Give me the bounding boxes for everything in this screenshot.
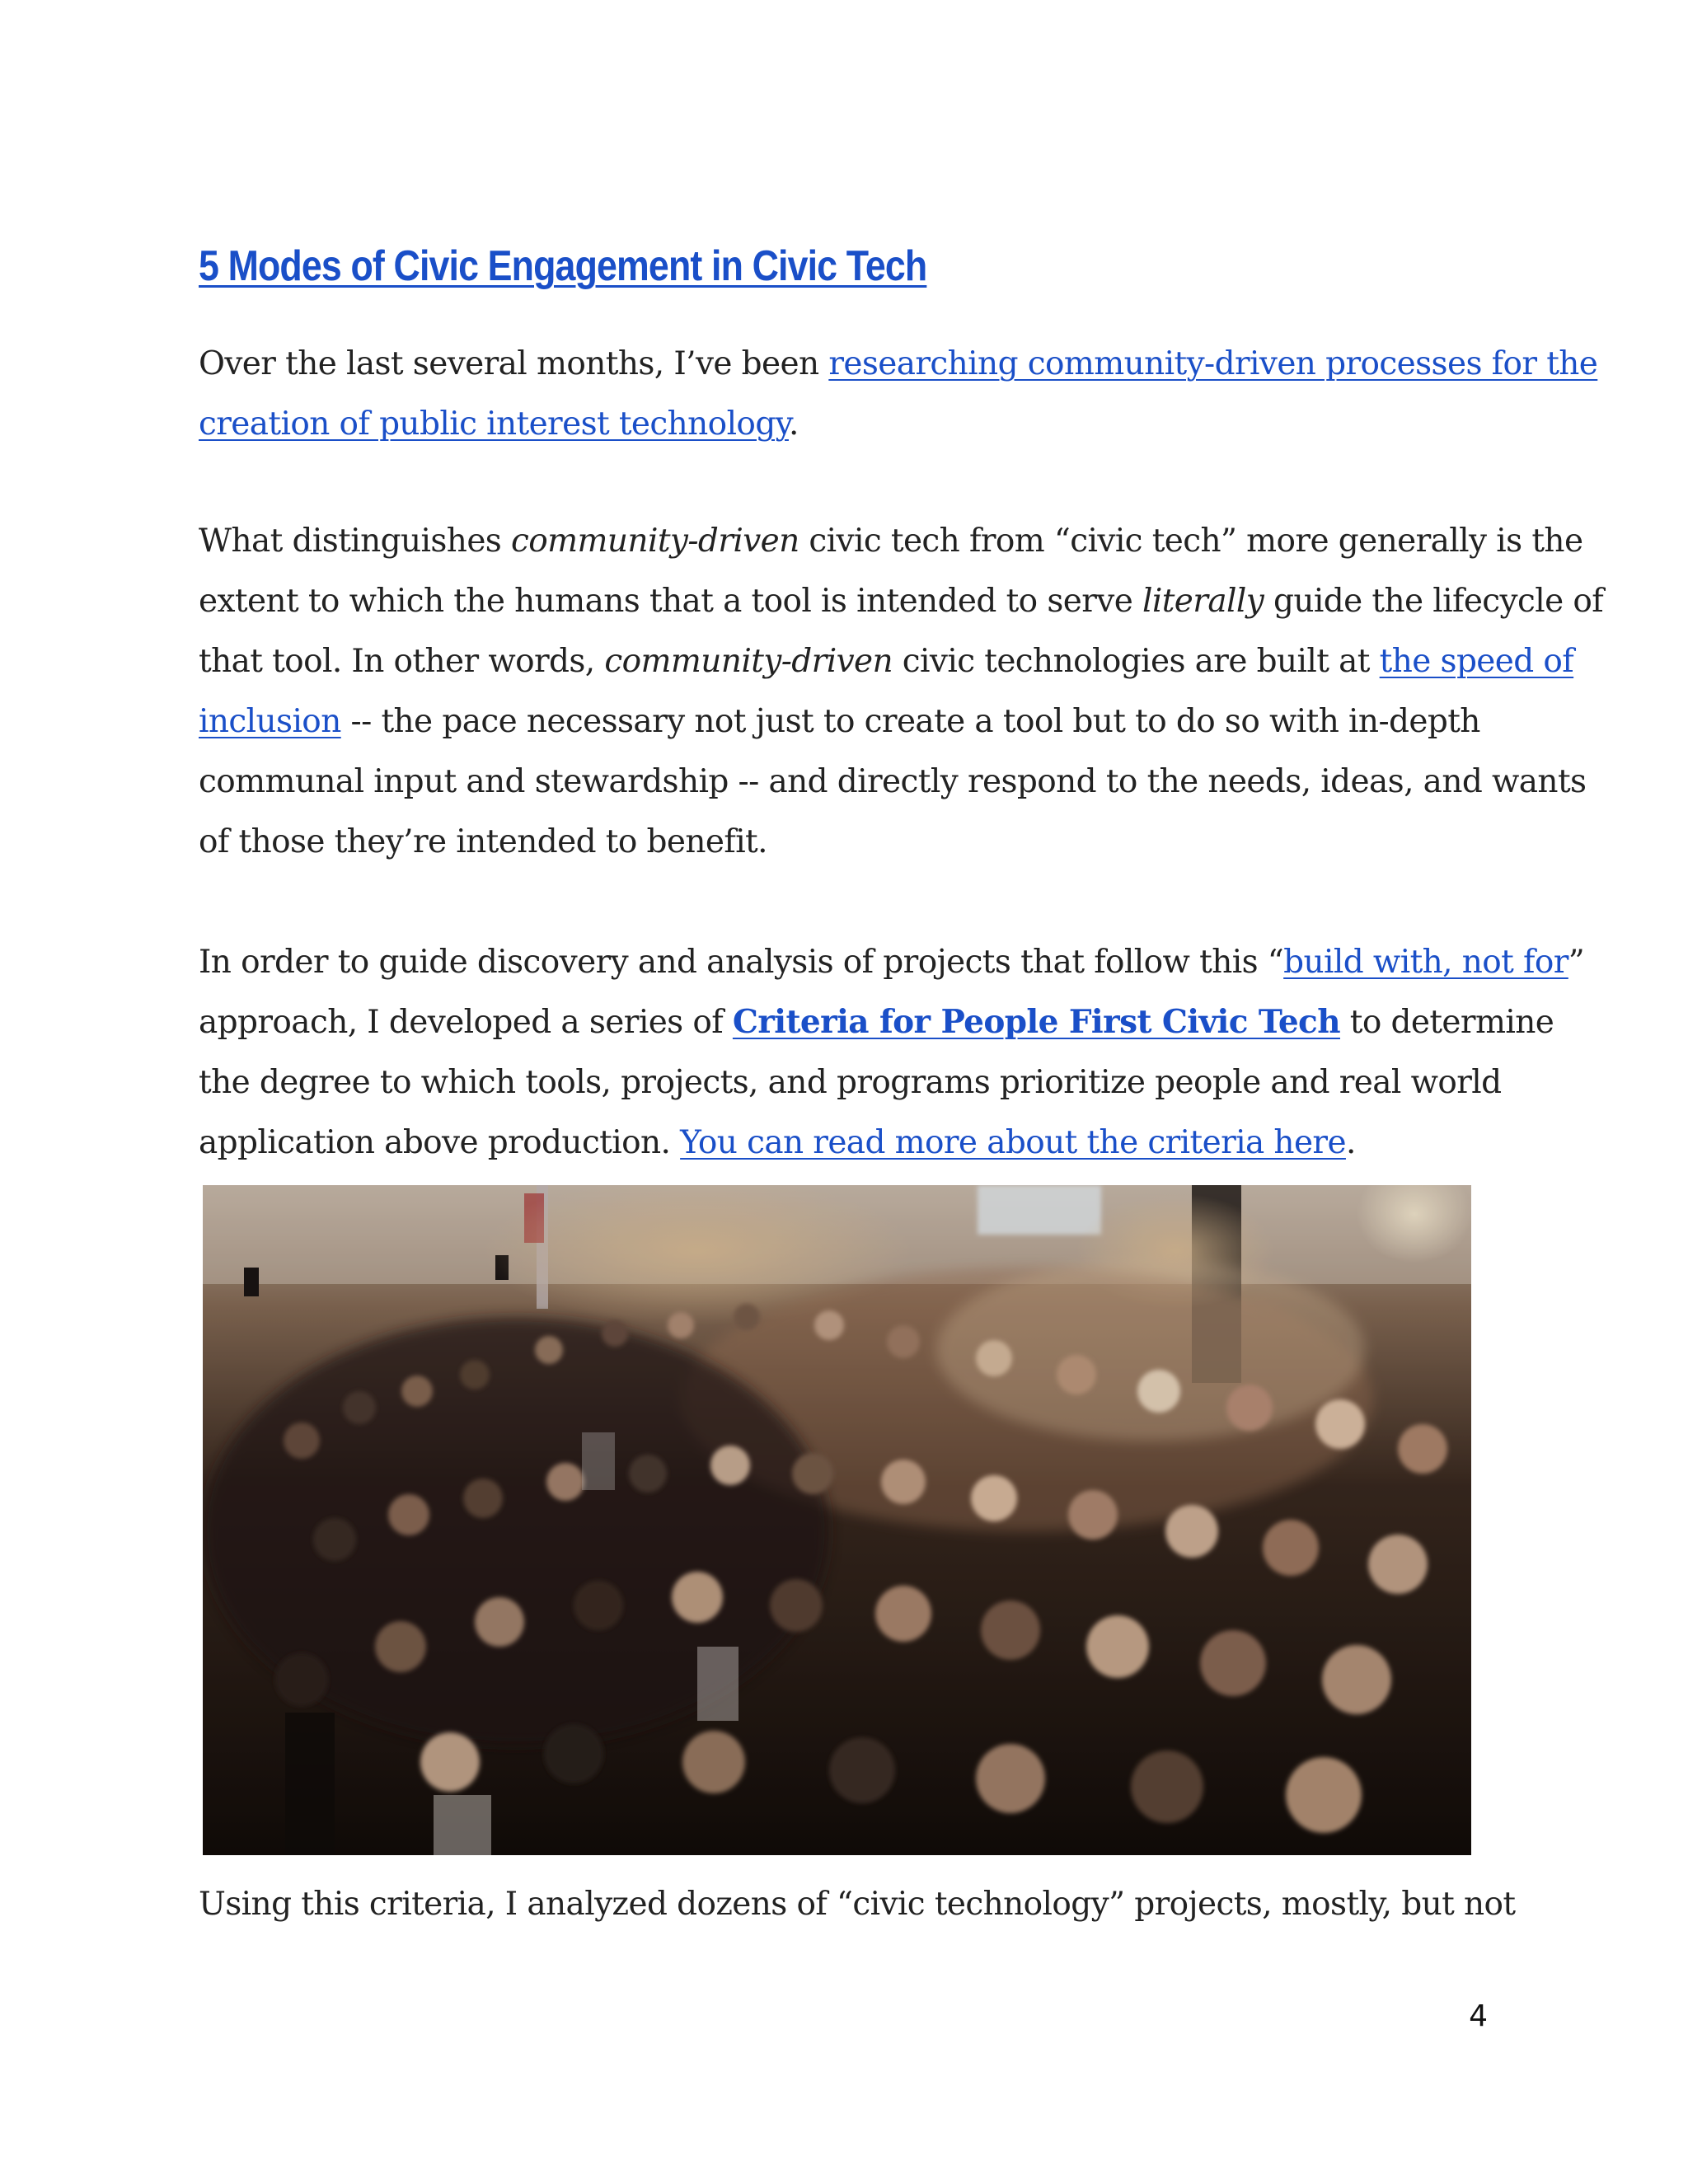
- paragraph-criteria: [199, 932, 1585, 1173]
- text: -- the pace necessary not just to create a tool but to do so with in-depth: [340, 703, 1480, 740]
- read-more-criteria-link[interactable]: You can read more about the criteria here: [680, 1124, 1346, 1161]
- text-line: [199, 631, 1574, 691]
- emphasis-text: community-driven: [604, 643, 893, 680]
- text: extent to which the humans that a tool is intended to serve: [199, 583, 1142, 620]
- speed-of-inclusion-link[interactable]: the speed of: [1379, 643, 1574, 680]
- text: civic technologies are built at: [893, 643, 1380, 680]
- text: approach, I developed a series of: [199, 1004, 733, 1041]
- text-line: [199, 992, 1554, 1052]
- text: that tool. In other words,: [199, 643, 605, 680]
- speed-of-inclusion-link-continued[interactable]: inclusion: [199, 703, 341, 740]
- text: .: [1345, 1124, 1356, 1161]
- text: guide the lifecycle of: [1264, 583, 1604, 620]
- emphasis-text: community-driven: [511, 523, 799, 560]
- build-with-not-for-link[interactable]: build with, not for: [1283, 944, 1568, 981]
- research-link-continued[interactable]: creation of public interest technology: [199, 405, 789, 443]
- text-line: [199, 394, 1501, 454]
- paragraph-analysis: [199, 1874, 1516, 1934]
- text: application above production.: [199, 1124, 681, 1161]
- paragraph-intro: [199, 334, 1598, 454]
- text-line: [199, 334, 1598, 394]
- criteria-link[interactable]: Criteria for People First Civic Tech: [732, 1003, 1340, 1041]
- text: What distinguishes: [199, 523, 512, 560]
- text: civic tech from “civic tech” more generally is the: [799, 523, 1583, 560]
- emphasis-text: literally: [1142, 583, 1264, 620]
- research-link[interactable]: researching community-driven processes for the: [828, 345, 1598, 382]
- text: Over the last several months, I’ve been: [199, 345, 829, 382]
- text-line: [199, 691, 1501, 752]
- text: to determine: [1339, 1004, 1554, 1041]
- text-line: the degree to which tools, projects, and programs prioritize people and real world: [199, 1064, 1502, 1101]
- text-line: [199, 932, 1585, 992]
- text-line: communal input and stewardship -- and directly respond to the needs, ideas, and wants: [199, 763, 1587, 800]
- text-line: [199, 511, 1583, 571]
- paragraph-community-driven: [199, 511, 1604, 872]
- text-line: [199, 1113, 1501, 1173]
- text-line: of those they’re intended to benefit.: [199, 823, 767, 860]
- text-line: [199, 571, 1604, 631]
- text-line: Using this criteria, I analyzed dozens of “civic technology” projects, mostly, but not: [199, 1886, 1516, 1923]
- section-heading[interactable]: 5 Modes of Civic Engagement in Civic Tech: [199, 242, 927, 290]
- text: ”: [1568, 944, 1585, 981]
- page-number: 4: [1469, 1999, 1488, 2033]
- text: In order to guide discovery and analysis of projects that follow this “: [199, 944, 1284, 981]
- crowd-photo: [203, 1185, 1471, 1855]
- text: .: [788, 405, 799, 443]
